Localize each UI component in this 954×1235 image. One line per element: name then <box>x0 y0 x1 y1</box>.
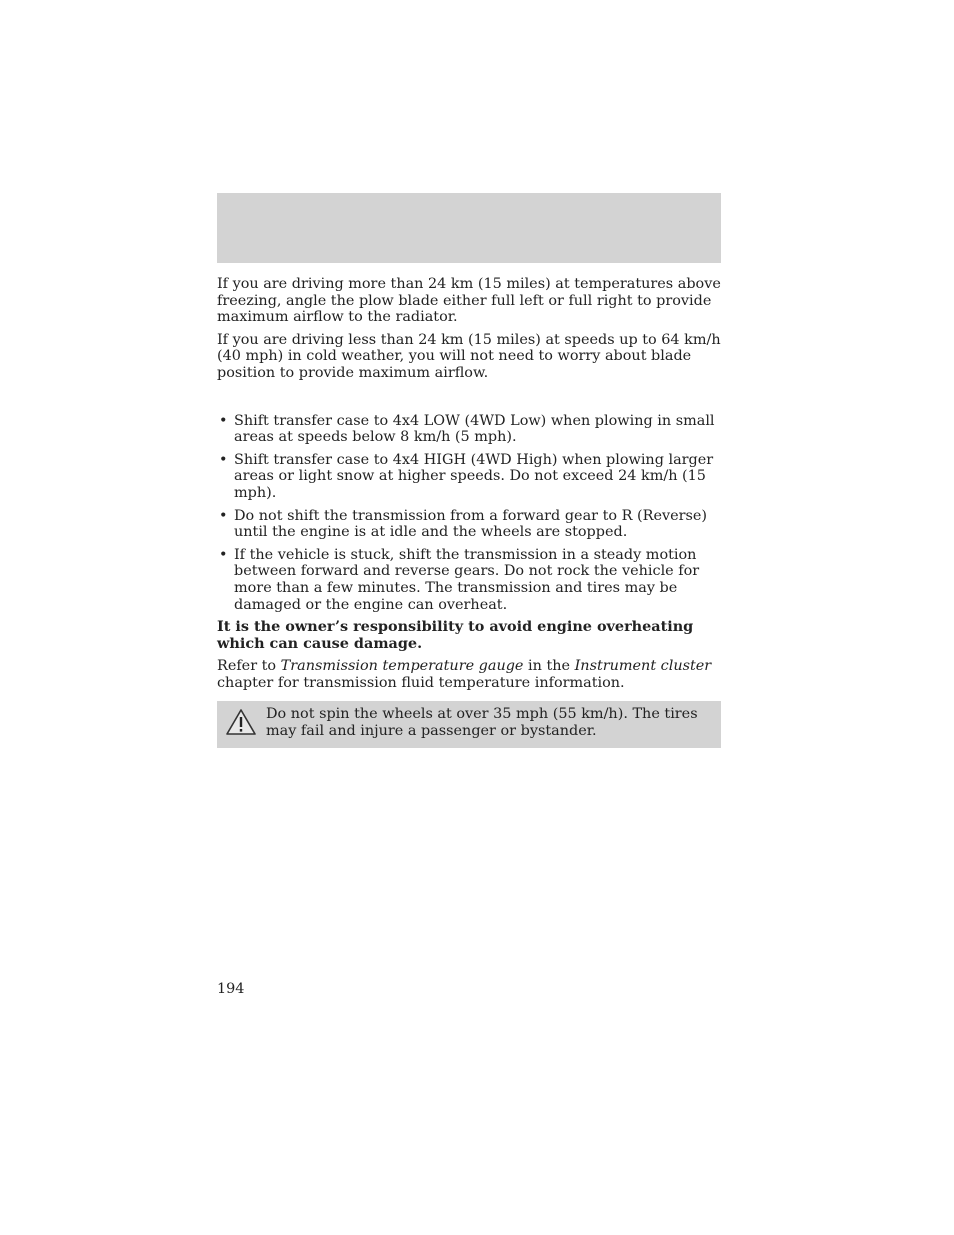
refer-paragraph <box>217 658 721 691</box>
owner-responsibility-note: It is the owner’s responsibility to avoid engine overheating which can cause damage. <box>217 618 694 652</box>
header-band <box>217 193 721 263</box>
list-item <box>217 413 721 446</box>
refer-middle: in the <box>523 658 575 675</box>
main-content <box>217 276 721 748</box>
plowing-tips-list <box>217 413 721 614</box>
paragraph-airflow-above-freezing: If you are driving more than 24 km (15 miles) at temperatures above freezing, angle the plow blade either full left or full right to provide maximum airflow to the radiator. <box>217 276 721 326</box>
paragraph-airflow-cold-weather: If you are driving less than 24 km (15 miles) at speeds up to 64 km/h (40 mph) in cold weather, you will not need to worry about blade position to provide maximum airflow. <box>217 331 721 381</box>
bullet-symbol: • <box>219 546 228 563</box>
bullet-symbol: • <box>219 451 228 468</box>
list-item-text: Do not shift the transmission from a forward gear to R (Reverse) until the engine is at idle and the wheels are stopped. <box>234 507 708 541</box>
warning-text: Do not spin the wheels at over 35 mph (55 km/h). The tires may fail and injure a passenger or bystander. <box>266 706 698 740</box>
refer-suffix: chapter for transmission fluid temperature information. <box>217 674 625 691</box>
list-item-text: Shift transfer case to 4x4 HIGH (4WD High) when plowing larger areas or light snow at higher speeds. Do not exceed 24 km/h (15 mph). <box>234 451 714 501</box>
list-item <box>217 508 721 541</box>
bullet-symbol: • <box>219 412 228 429</box>
list-item <box>217 452 721 502</box>
list-item-text: If the vehicle is stuck, shift the transmission in a steady motion between forward and reverse gears. Do not rock the vehicle for more than a few minutes. The transmission and tires may be damaged or the engine can overheat. <box>234 546 700 613</box>
transmission-gauge-reference: Transmission temperature gauge <box>280 658 524 675</box>
page-number: 194 <box>217 981 245 997</box>
list-item <box>217 547 721 613</box>
refer-prefix: Refer to <box>217 658 281 675</box>
bullet-symbol: • <box>219 507 228 524</box>
section-gap <box>217 388 721 413</box>
warning-box <box>217 701 721 747</box>
list-item-text: Shift transfer case to 4x4 LOW (4WD Low) when plowing in small areas at speeds below 8 km/h (5 mph). <box>234 412 715 446</box>
instrument-cluster-reference: Instrument cluster <box>574 658 712 675</box>
warning-triangle-icon <box>225 708 257 736</box>
